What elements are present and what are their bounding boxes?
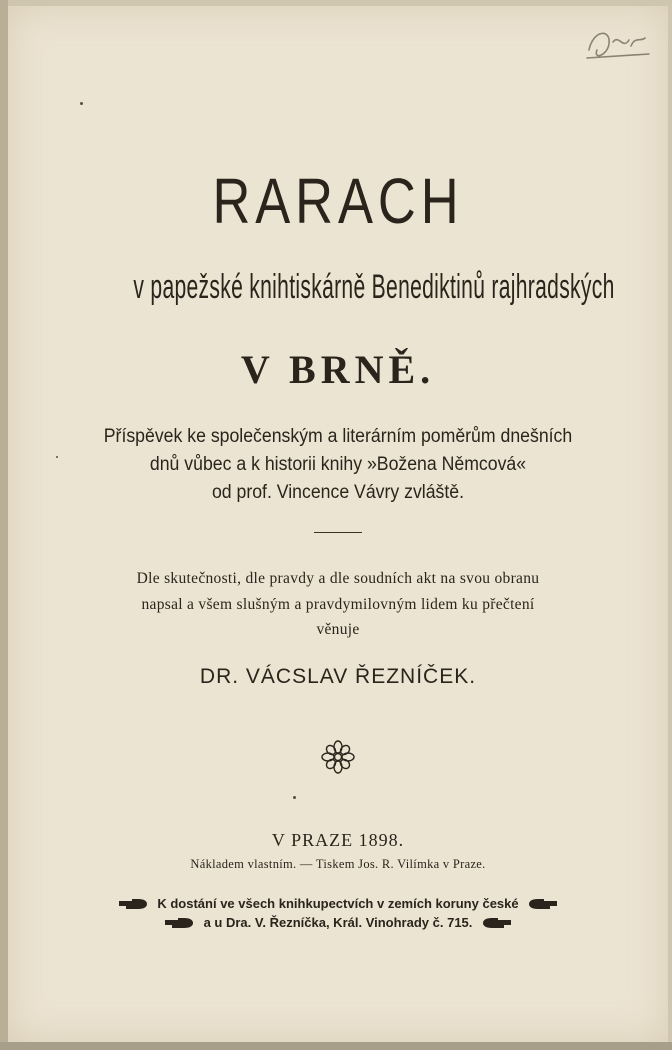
pointing-hand-icon xyxy=(528,898,558,910)
dedication-line-3: věnuje xyxy=(316,621,360,638)
pointing-hand-icon xyxy=(164,917,194,929)
book-city-line: V BRNĚ. xyxy=(240,347,436,392)
description-line-2: dnů vůbec a k historii knihy »Božena Němcová« xyxy=(149,454,527,475)
pointing-hand-icon xyxy=(118,898,148,910)
handwritten-mark-icon xyxy=(583,20,653,64)
description-line-1: Příspěvek ke společenským a literárním poměrům dnešních xyxy=(103,426,573,447)
print-speck xyxy=(80,102,83,105)
imprint-publisher: Nákladem vlastním. — Tiskem Jos. R. Vilímka v Praze. xyxy=(190,857,486,871)
sales-notice-text: K dostání ve všech knihkupectvích v zemích koruny české xyxy=(157,896,519,912)
book-subtitle: v papežské knihtiskárně Benediktinů rajhradských xyxy=(133,268,615,306)
dedication-line-2: napsal a všem slušným a pravdymilovným lidem ku přečtení xyxy=(141,596,535,613)
imprint-place-year: V PRAZE 1898. xyxy=(271,830,405,850)
author-name: DR. VÁCSLAV ŘEZNÍČEK. xyxy=(199,665,477,688)
book-binding-edge xyxy=(0,0,8,1050)
description-line-3: od prof. Vincence Vávry zvláště. xyxy=(211,482,465,503)
separator-rule xyxy=(314,532,362,533)
book-title: RARACH xyxy=(212,165,464,237)
rosette-ornament-icon xyxy=(319,738,357,776)
sales-notice-line-1 xyxy=(8,895,668,911)
title-page xyxy=(8,6,668,1042)
page-bottom-edge xyxy=(0,1042,672,1050)
print-speck xyxy=(293,796,296,799)
dedication-line-1: Dle skutečnosti, dle pravdy a dle soudních akt na svou obranu xyxy=(136,570,540,587)
pointing-hand-icon xyxy=(482,917,512,929)
sales-notice-address: a u Dra. V. Řezníčka, Král. Vinohrady č. 715. xyxy=(203,915,473,931)
sales-notice-line-2 xyxy=(8,914,668,930)
